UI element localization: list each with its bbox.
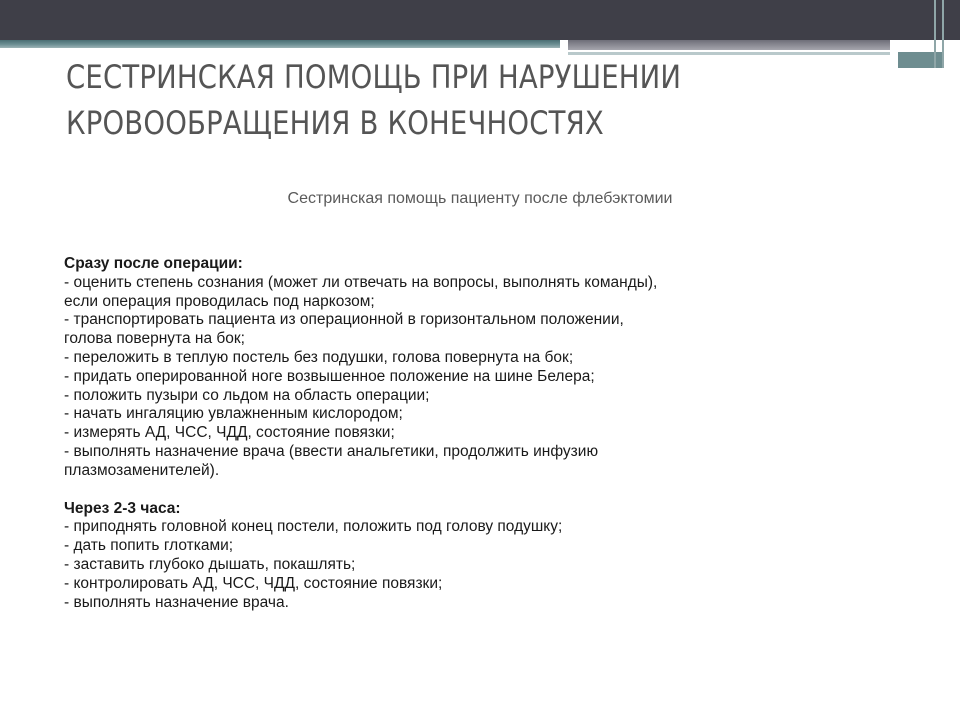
section-heading: Сразу после операции: bbox=[64, 255, 243, 272]
header-stripe-left bbox=[0, 40, 560, 48]
slide-title-line-2: КРОВООБРАЩЕНИЯ В КОНЕЧНОСТЯХ bbox=[66, 104, 604, 142]
list-item: - оценить степень сознания (может ли отвечать на вопросы, выполнять команды), bbox=[64, 273, 658, 291]
list-item: если операция проводилась под наркозом; bbox=[64, 292, 375, 310]
list-item: - выполнять назначение врача. bbox=[64, 593, 289, 611]
list-item: - измерять АД, ЧСС, ЧДД, состояние повязки; bbox=[64, 424, 395, 442]
list-item: - приподнять головной конец постели, положить под голову подушку; bbox=[64, 518, 563, 536]
list-item: - дать попить глотками; bbox=[64, 537, 234, 555]
list-item: - контролировать АД, ЧСС, ЧДД, состояние повязки; bbox=[64, 574, 443, 592]
list-item: - заставить глубоко дышать, покашлять; bbox=[64, 555, 356, 573]
section-heading: Через 2-3 часа: bbox=[64, 499, 181, 517]
corner-decoration bbox=[928, 0, 960, 68]
list-item: плазмозаменителей). bbox=[64, 461, 220, 479]
list-item: - транспортировать пациента из операционной в горизонтальном положении, bbox=[64, 311, 624, 329]
header-bar bbox=[0, 0, 960, 40]
slide-subtitle: Сестринская помощь пациенту после флебэктомии bbox=[287, 190, 673, 207]
list-item: - начать ингаляцию увлажненным кислородом; bbox=[64, 405, 403, 423]
section-spacer bbox=[64, 481, 904, 500]
header-stripe-right bbox=[568, 40, 890, 50]
list-item: - положить пузыри со льдом на область операции; bbox=[64, 386, 430, 404]
slide-body bbox=[64, 255, 904, 612]
slide-title bbox=[66, 54, 780, 146]
list-item: - выполнять назначение врача (ввести анальгетики, продолжить инфузию bbox=[64, 442, 599, 460]
list-item: - придать оперированной ноге возвышенное положение на шине Белера; bbox=[64, 367, 595, 385]
list-item: голова повернута на бок; bbox=[64, 330, 245, 348]
slide-title-line-1: СЕСТРИНСКАЯ ПОМОЩЬ ПРИ НАРУШЕНИИ bbox=[66, 58, 682, 96]
list-item: - переложить в теплую постель без подушки, голова повернута на бок; bbox=[64, 348, 574, 366]
